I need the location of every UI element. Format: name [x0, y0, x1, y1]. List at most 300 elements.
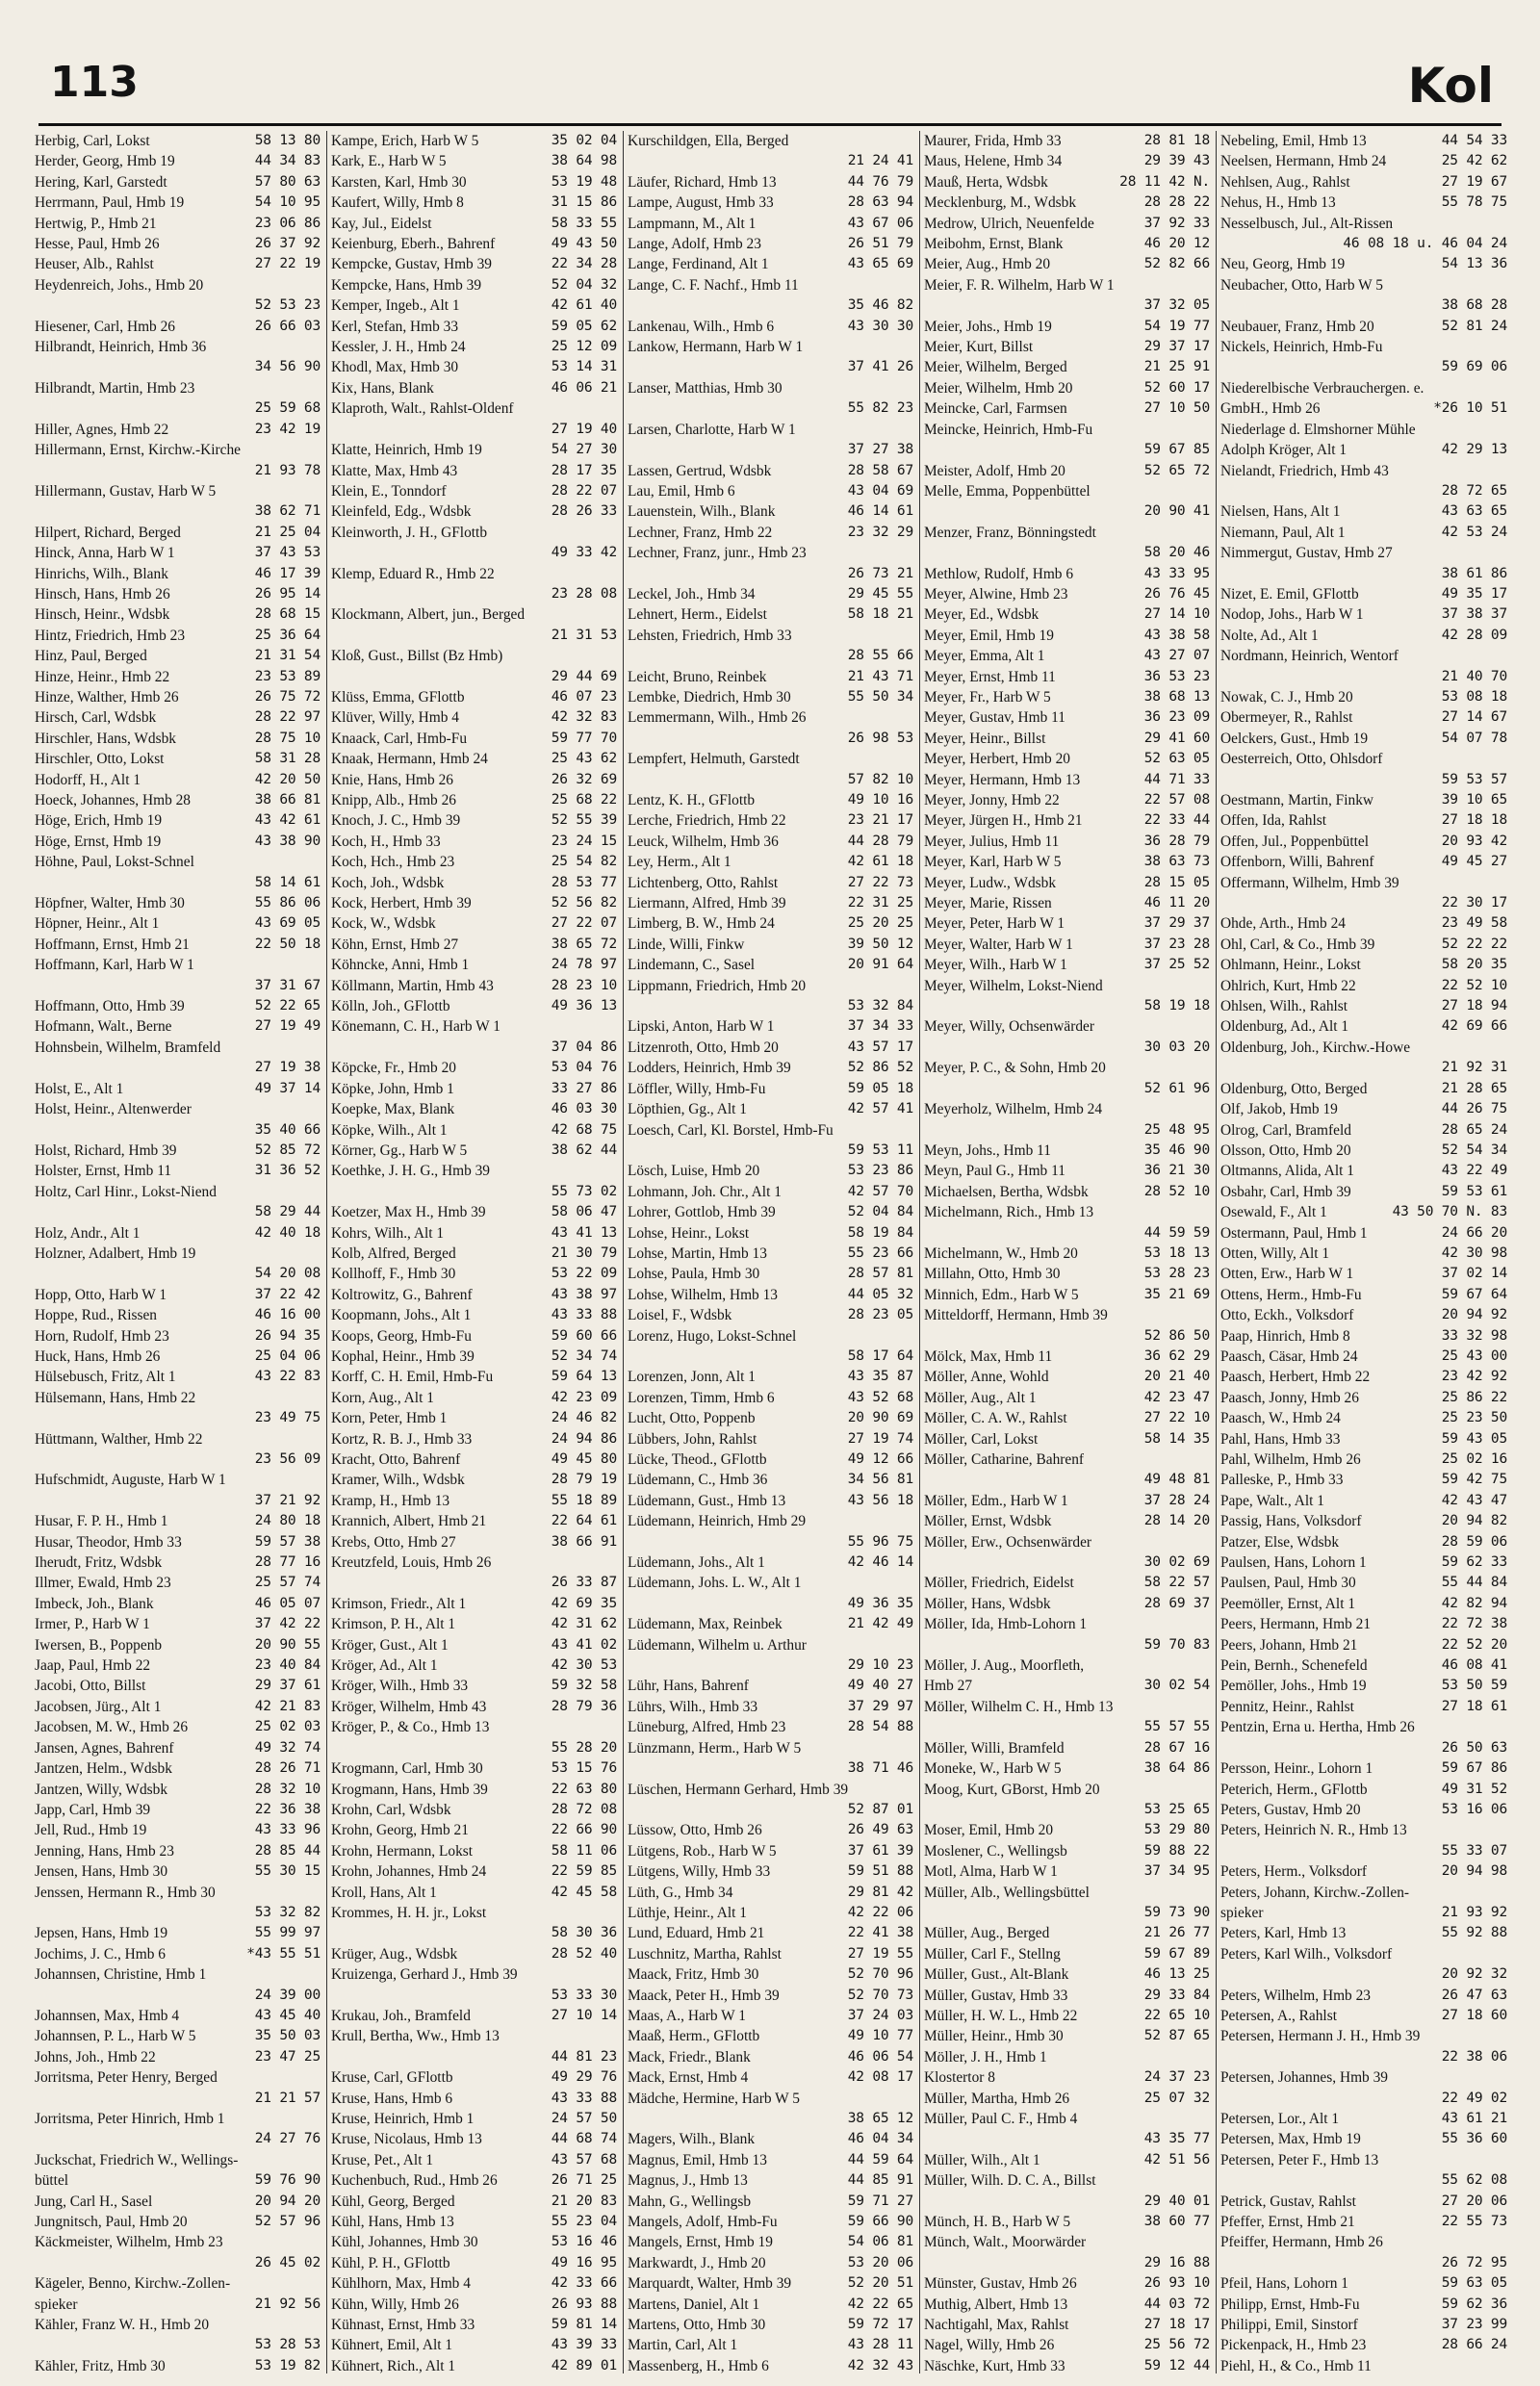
- directory-entry: [1220, 275, 1507, 295]
- phone-number: 52 61 96: [1143, 1080, 1210, 1096]
- directory-entry: [35, 1883, 321, 1903]
- directory-entry: [331, 1738, 617, 1758]
- phone-number: 53 23 86: [847, 1163, 913, 1179]
- directory-entry: [35, 1099, 321, 1119]
- entry-name: Hintz, Friedrich, Hmb 23: [35, 627, 186, 644]
- phone-number: 29 40 01: [1143, 2193, 1210, 2209]
- directory-entry: [35, 1717, 321, 1737]
- directory-entry: [35, 2295, 321, 2315]
- phone-number: 22 50 18: [254, 936, 321, 952]
- directory-entry: [1220, 1305, 1507, 1325]
- entry-name: Jenssen, Hermann R., Hmb 30: [35, 1884, 216, 1901]
- entry-name: Lücke, Theod., GFlottb: [628, 1451, 767, 1468]
- entry-name: Kühnast, Ernst, Hmb 33: [331, 2317, 475, 2334]
- directory-entry: [628, 2295, 913, 2315]
- entry-name: Kruse, Pet., Alt 1: [331, 2151, 434, 2168]
- phone-number: 21 92 31: [1441, 1060, 1507, 1076]
- directory-entry: [331, 1285, 617, 1305]
- entry-name: Lucht, Otto, Poppenb: [628, 1410, 756, 1427]
- entry-name: Münster, Gustav, Hmb 26: [924, 2275, 1077, 2293]
- directory-entry: [331, 2212, 617, 2232]
- directory-entry: [1220, 2006, 1507, 2026]
- entry-name: Leckel, Joh., Hmb 34: [628, 585, 756, 603]
- phone-number: 58 13 80: [254, 133, 321, 148]
- entry-name: Meier, Aug., Hmb 20: [924, 256, 1051, 273]
- directory-entry: [331, 1944, 617, 1964]
- phone-number: 27 19 38: [254, 1060, 321, 1076]
- phone-number: 26 72 95: [1441, 2254, 1507, 2271]
- directory-entry: [924, 1202, 1210, 1222]
- phone-number: 42 23 47: [1143, 1389, 1210, 1405]
- entry-name: Luschnitz, Martha, Rahlst: [628, 1945, 782, 1963]
- phone-number: 37 24 03: [847, 2007, 913, 2023]
- directory-entry: [1220, 955, 1507, 975]
- header-rule: [38, 123, 1502, 126]
- directory-entry: [924, 2047, 1210, 2067]
- entry-name: Klockmann, Albert, jun., Berged: [331, 606, 526, 624]
- entry-name: Meyer, Emil, Hmb 19: [924, 627, 1054, 644]
- directory-entry: [628, 1264, 913, 1284]
- phone-number: 25 23 50: [1441, 1410, 1507, 1426]
- entry-name: Kurschildgen, Ella, Berged: [628, 133, 789, 149]
- phone-number: 43 63 65: [1441, 503, 1507, 520]
- directory-entry: [35, 2109, 321, 2129]
- entry-name: Pentzin, Erna u. Hertha, Hmb 26: [1220, 1719, 1415, 1736]
- phone-number: 43 35 87: [847, 1369, 913, 1385]
- phone-number: 53 04 76: [551, 1060, 617, 1076]
- entry-name: Müller, Aug., Berged: [924, 1925, 1050, 1942]
- phone-number: 58 22 57: [1143, 1575, 1210, 1591]
- entry-name: Olsson, Otto, Hmb 20: [1220, 1142, 1351, 1159]
- phone-number: 44 05 32: [847, 1286, 913, 1302]
- directory-entry: [924, 1552, 1210, 1573]
- phone-number: 20 92 32: [1441, 1966, 1507, 1983]
- phone-number: 25 42 62: [1441, 153, 1507, 169]
- phone-number: 55 92 88: [1441, 1925, 1507, 1941]
- directory-entry: [1220, 1841, 1507, 1861]
- directory-entry: [331, 584, 617, 604]
- phone-number: 28 32 10: [254, 1781, 321, 1797]
- entry-name: Horn, Rudolf, Hmb 23: [35, 1327, 169, 1345]
- directory-entry: [35, 1944, 321, 1964]
- phone-number: 59 72 17: [847, 2317, 913, 2333]
- entry-name: Oelckers, Gust., Hmb 19: [1220, 730, 1369, 747]
- phone-number: 30 03 20: [1143, 1039, 1210, 1055]
- entry-name: Larsen, Charlotte, Harb W 1: [628, 421, 796, 438]
- directory-entry: [924, 1347, 1210, 1367]
- directory-entry: [35, 543, 321, 563]
- entry-name: Niemann, Paul, Alt 1: [1220, 524, 1346, 541]
- entry-name: Hilpert, Richard, Berged: [35, 524, 181, 541]
- entry-name: Krohn, Georg, Hmb 21: [331, 1822, 469, 1839]
- phone-number: 21 26 77: [1143, 1925, 1210, 1941]
- phone-number: 25 07 32: [1143, 2090, 1210, 2106]
- entry-name: Jacobsen, M. W., Hmb 26: [35, 1719, 189, 1736]
- entry-name: Peters, Karl, Hmb 13: [1220, 1925, 1347, 1942]
- directory-entry: [924, 1388, 1210, 1408]
- directory-entry: [35, 2315, 321, 2335]
- phone-number: 46 14 61: [847, 503, 913, 520]
- phone-number: 59 62 33: [1441, 1554, 1507, 1571]
- directory-entry: [628, 1532, 913, 1552]
- directory-entry: [331, 749, 617, 769]
- directory-entry: [1220, 151, 1507, 171]
- phone-number: 58 19 84: [847, 1224, 913, 1241]
- phone-number: 44 59 59: [1143, 1224, 1210, 1241]
- directory-entry: [1220, 1429, 1507, 1450]
- directory-entry: [924, 1532, 1210, 1552]
- phone-number: 22 30 17: [1441, 895, 1507, 911]
- phone-number: 59 67 64: [1441, 1286, 1507, 1302]
- directory-entry: [628, 1780, 913, 1800]
- phone-number: 23 40 84: [254, 1657, 321, 1674]
- entry-name: Oldenburg, Ad., Alt 1: [1220, 1018, 1349, 1036]
- directory-entry: [331, 440, 617, 460]
- entry-name: Jepsen, Hans, Hmb 19: [35, 1925, 168, 1942]
- directory-entry: [35, 935, 321, 955]
- entry-name: Meyer, Ed., Wdsbk: [924, 606, 1040, 624]
- directory-entry: [35, 295, 321, 316]
- directory-entry: [1220, 667, 1507, 687]
- directory-entry: [35, 2067, 321, 2088]
- entry-name: Hopp, Otto, Harb W 1: [35, 1286, 167, 1303]
- phone-number: 49 31 52: [1441, 1781, 1507, 1797]
- entry-name: Oltmanns, Alida, Alt 1: [1220, 1163, 1354, 1180]
- entry-name: Kruizenga, Gerhard J., Hmb 39: [331, 1966, 518, 1984]
- phone-number: 44 54 33: [1441, 133, 1507, 148]
- entry-name: Kühnert, Emil, Alt 1: [331, 2337, 453, 2354]
- directory-entry: [1220, 893, 1507, 913]
- entry-name: Hinze, Heinr., Hmb 22: [35, 668, 170, 685]
- entry-name: Paulsen, Hans, Lohorn 1: [1220, 1554, 1367, 1572]
- phone-number: 52 60 17: [1143, 379, 1210, 396]
- entry-name: Magnus, Emil, Hmb 13: [628, 2151, 767, 2168]
- directory-entry: [628, 1058, 913, 1078]
- phone-number: 42 29 13: [1441, 442, 1507, 458]
- entry-name: Krogmann, Hans, Hmb 39: [331, 1781, 488, 1798]
- phone-number: 26 47 63: [1441, 1987, 1507, 2003]
- directory-entry: [1220, 214, 1507, 234]
- directory-entry: [924, 2273, 1210, 2294]
- entry-name: Meyer, Alwine, Hmb 23: [924, 585, 1068, 603]
- directory-entry: [628, 398, 913, 419]
- entry-name: Meyer, Marie, Rissen: [924, 895, 1052, 912]
- phone-number: 49 48 81: [1143, 1472, 1210, 1488]
- directory-entry: [924, 1614, 1210, 1634]
- directory-entry: [1220, 584, 1507, 604]
- directory-entry: [628, 646, 913, 666]
- directory-entry: [924, 172, 1210, 192]
- phone-number: 59 57 38: [254, 1533, 321, 1550]
- phone-number: 26 76 45: [1143, 585, 1210, 602]
- directory-entry: [628, 1182, 913, 1202]
- directory-entry: [924, 1861, 1210, 1882]
- directory-entry: [1220, 1964, 1507, 1985]
- phone-number: 44 28 79: [847, 833, 913, 849]
- directory-entry: [331, 1511, 617, 1531]
- directory-entry: [924, 1986, 1210, 2006]
- directory-entry: [924, 1367, 1210, 1387]
- phone-number: 23 49 75: [254, 1410, 321, 1426]
- entry-name: Kühnert, Rich., Alt 1: [331, 2357, 456, 2373]
- directory-entry: [1220, 935, 1507, 955]
- entry-name: Juckschat, Friedrich W., Wellings-: [35, 2151, 239, 2168]
- directory-entry: [628, 1326, 913, 1347]
- entry-name: Paasch, Herbert, Hmb 22: [1220, 1369, 1371, 1386]
- entry-name: Lüdemann, Wilhelm u. Arthur: [628, 1636, 807, 1654]
- entry-name: Nickels, Heinrich, Hmb-Fu: [1220, 339, 1383, 356]
- entry-name: Lösch, Luise, Hmb 20: [628, 1163, 760, 1180]
- entry-name: Krohn, Hermann, Lokst: [331, 1842, 474, 1860]
- phone-number: 52 57 96: [254, 2214, 321, 2230]
- phone-number: 25 86 22: [1441, 1389, 1507, 1405]
- directory-entry: [331, 729, 617, 749]
- directory-entry: [628, 1964, 913, 1985]
- entry-name: Petersen, Peter F., Hmb 13: [1220, 2151, 1379, 2168]
- directory-entry: [1220, 1635, 1507, 1655]
- entry-name: Illmer, Ewald, Hmb 23: [35, 1575, 171, 1592]
- phone-number: 52 63 05: [1143, 751, 1210, 767]
- directory-entry: [628, 192, 913, 213]
- directory-entry: [924, 1285, 1210, 1305]
- phone-number: 46 13 25: [1143, 1966, 1210, 1983]
- phone-number: 53 16 46: [551, 2234, 617, 2250]
- entry-name: Petersen, Johannes, Hmb 39: [1220, 2069, 1388, 2087]
- phone-number: 26 37 92: [254, 236, 321, 252]
- entry-name: Lentz, K. H., GFlottb: [628, 792, 756, 808]
- directory-entry: [924, 420, 1210, 440]
- directory-entry: [331, 2295, 617, 2315]
- directory-entry: [924, 501, 1210, 522]
- entry-name: Klemp, Eduard R., Hmb 22: [331, 565, 495, 582]
- phone-number: 25 12 09: [551, 339, 617, 355]
- directory-entry: [35, 2253, 321, 2273]
- directory-entry: [331, 420, 617, 440]
- directory-entry: [628, 1635, 913, 1655]
- directory-entry: [331, 1182, 617, 1202]
- phone-number: 28 11 42 N.: [1119, 173, 1210, 190]
- phone-number: 42 22 06: [847, 1904, 913, 1920]
- entry-name: Hohnsbein, Wilhelm, Bramfeld: [35, 1039, 221, 1056]
- entry-name: Ohde, Arth., Hmb 24: [1220, 915, 1346, 933]
- directory-entry: [35, 1841, 321, 1861]
- directory-entry: [628, 1614, 913, 1634]
- phone-number: 28 79 36: [551, 1698, 617, 1714]
- phone-number: 43 33 88: [551, 2090, 617, 2106]
- directory-entry: [35, 1058, 321, 1078]
- directory-entry: [628, 810, 913, 831]
- directory-entry: [35, 523, 321, 543]
- phone-number: 43 30 30: [847, 318, 913, 334]
- phone-number: 42 53 24: [1441, 524, 1507, 540]
- directory-entry: [331, 1079, 617, 1099]
- directory-entry: [1220, 1264, 1507, 1284]
- entry-name: Lüdemann, Heinrich, Hmb 29: [628, 1513, 807, 1530]
- directory-entry: [35, 1202, 321, 1222]
- directory-entry: [924, 832, 1210, 852]
- phone-number: 43 65 69: [847, 256, 913, 272]
- directory-entry: [1220, 832, 1507, 852]
- directory-entry: [924, 2129, 1210, 2149]
- phone-number: 31 36 52: [254, 1163, 321, 1179]
- entry-name: Nebeling, Emil, Hmb 13: [1220, 133, 1367, 149]
- entry-name: Kempcke, Gustav, Hmb 39: [331, 256, 492, 273]
- directory-entry: [331, 172, 617, 192]
- phone-number: 42 45 58: [551, 1884, 617, 1900]
- entry-name: Kröger, Gust., Alt 1: [331, 1636, 449, 1654]
- entry-name: Ohlmann, Heinr., Lokst: [1220, 957, 1361, 974]
- directory-entry: [628, 604, 913, 625]
- directory-entry: [35, 770, 321, 790]
- directory-entry: [35, 1264, 321, 1284]
- entry-name: Hinsch, Hans, Hmb 26: [35, 585, 170, 603]
- entry-name: Lorenz, Hugo, Lokst-Schnel: [628, 1327, 797, 1345]
- entry-name: Meyn, Paul G., Hmb 11: [924, 1163, 1065, 1180]
- directory-entry: [35, 1470, 321, 1490]
- phone-number: 27 19 55: [847, 1945, 913, 1962]
- directory-entry: [1220, 564, 1507, 584]
- phone-number: 23 06 86: [254, 215, 321, 231]
- phone-number: 29 10 23: [847, 1657, 913, 1674]
- directory-entry: [628, 1594, 913, 1614]
- phone-number: 28 52 40: [551, 1945, 617, 1962]
- directory-entry: [331, 1120, 617, 1141]
- phone-number: 37 22 42: [254, 1286, 321, 1302]
- directory-entry: [1220, 976, 1507, 996]
- phone-number: 26 66 03: [254, 318, 321, 334]
- entry-name: Meier, Wilhelm, Berged: [924, 359, 1067, 376]
- phone-number: 52 65 72: [1143, 462, 1210, 478]
- entry-name: Mädche, Hermine, Harb W 5: [628, 2090, 800, 2107]
- entry-name: Müller, Carl F., Stellng: [924, 1945, 1061, 1963]
- directory-entry: [924, 151, 1210, 171]
- phone-number: 42 61 18: [847, 854, 913, 870]
- phone-number: 28 79 19: [551, 1472, 617, 1488]
- directory-entry: [924, 254, 1210, 274]
- directory-entry: [628, 1717, 913, 1737]
- phone-number: 59 66 90: [847, 2214, 913, 2230]
- entry-name: Klüver, Willy, Hmb 4: [331, 709, 459, 727]
- directory-entry: [35, 481, 321, 501]
- directory-entry: [35, 1182, 321, 1202]
- directory-entry: [35, 2026, 321, 2046]
- phone-number: 28 85 44: [254, 1842, 321, 1859]
- directory-entry: [331, 1676, 617, 1696]
- entry-name: Petrick, Gustav, Rahlst: [1220, 2193, 1356, 2210]
- phone-number: 49 37 14: [254, 1080, 321, 1096]
- entry-name: Moog, Kurt, GBorst, Hmb 20: [924, 1781, 1100, 1798]
- phone-number: 35 02 04: [551, 133, 617, 148]
- entry-name: Pahl, Wilhelm, Hmb 26: [1220, 1451, 1361, 1468]
- entry-name: Maas, A., Harb W 1: [628, 2007, 746, 2024]
- entry-name: Köpke, Wilh., Alt 1: [331, 1121, 448, 1139]
- entry-name: Möller, Catharine, Bahrenf: [924, 1451, 1085, 1468]
- entry-name: Oldenburg, Joh., Kirchw.-Howe: [1220, 1039, 1411, 1056]
- entry-name: Lechner, Franz, Hmb 22: [628, 524, 773, 541]
- entry-name: Lauenstein, Wilh., Blank: [628, 503, 776, 521]
- directory-entry: [35, 2356, 321, 2373]
- directory-entry: [331, 501, 617, 522]
- phone-number: *43 55 51: [246, 1945, 321, 1962]
- directory-entry: [1220, 254, 1507, 274]
- entry-name: Klatte, Heinrich, Hmb 19: [331, 442, 482, 459]
- entry-name: Ottens, Herm., Hmb-Fu: [1220, 1286, 1362, 1303]
- entry-name: Lodders, Heinrich, Hmb 39: [628, 1060, 791, 1077]
- entry-name: büttel: [35, 2172, 69, 2190]
- entry-name: Jaap, Paul, Hmb 22: [35, 1657, 151, 1675]
- phone-number: 27 19 49: [254, 1018, 321, 1035]
- directory-column-1: [31, 131, 327, 2373]
- directory-entry: [35, 357, 321, 377]
- phone-number: 38 66 81: [254, 792, 321, 808]
- phone-number: 22 38 06: [1441, 2048, 1507, 2065]
- directory-entry: [1220, 810, 1507, 831]
- entry-name: Neubauer, Franz, Hmb 20: [1220, 318, 1374, 335]
- directory-entry: [331, 1964, 617, 1985]
- phone-number: 20 21 40: [1143, 1369, 1210, 1385]
- phone-number: 25 59 68: [254, 400, 321, 417]
- phone-number: 37 29 37: [1143, 915, 1210, 932]
- phone-number: 27 22 73: [847, 874, 913, 890]
- directory-entry: [628, 1016, 913, 1037]
- phone-number: 55 18 89: [551, 1492, 617, 1508]
- phone-number: 49 45 27: [1441, 854, 1507, 870]
- phone-number: 59 53 61: [1441, 1183, 1507, 1199]
- entry-name: Hinz, Paul, Berged: [35, 648, 147, 665]
- directory-entry: [331, 131, 617, 151]
- directory-entry: [924, 1594, 1210, 1614]
- entry-name: Olrog, Carl, Bramfeld: [1220, 1121, 1351, 1139]
- entry-name: Knie, Hans, Hmb 26: [331, 771, 453, 788]
- phone-number: 53 22 09: [551, 1266, 617, 1282]
- directory-entry: [628, 1573, 913, 1593]
- entry-name: Imbeck, Joh., Blank: [35, 1595, 154, 1612]
- directory-entry: [924, 543, 1210, 563]
- entry-name: Koethke, J. H. G., Hmb 39: [331, 1163, 491, 1180]
- directory-entry: [1220, 1470, 1507, 1490]
- directory-entry: [924, 749, 1210, 769]
- directory-entry: [331, 2192, 617, 2212]
- phone-number: 22 57 08: [1143, 792, 1210, 808]
- phone-number: 59 77 70: [551, 730, 617, 746]
- directory-entry: [331, 1635, 617, 1655]
- entry-name: Höpfner, Walter, Hmb 30: [35, 895, 185, 912]
- entry-name: Lempfert, Helmuth, Garstedt: [628, 751, 800, 768]
- entry-name: Offermann, Wilhelm, Hmb 39: [1220, 874, 1399, 891]
- entry-name: Köllmann, Martin, Hmb 43: [331, 977, 494, 994]
- directory-entry: [924, 1429, 1210, 1450]
- entry-name: Müller, Martha, Hmb 26: [924, 2090, 1070, 2107]
- entry-name: Lassen, Gertrud, Wdsbk: [628, 462, 772, 479]
- entry-name: Ohlrich, Kurt, Hmb 22: [1220, 977, 1356, 994]
- entry-name: Nielandt, Friedrich, Hmb 43: [1220, 462, 1389, 479]
- directory-entry: [1220, 1285, 1507, 1305]
- directory-entry: [35, 1758, 321, 1779]
- directory-entry: [924, 337, 1210, 357]
- entry-name: Mangels, Adolf, Hmb-Fu: [628, 2214, 778, 2231]
- directory-entry: [1220, 2067, 1507, 2088]
- entry-name: Leuck, Wilhelm, Hmb 36: [628, 833, 779, 850]
- phone-number: 59 43 05: [1441, 1430, 1507, 1447]
- phone-number: 43 56 18: [847, 1492, 913, 1508]
- entry-name: Motl, Alma, Harb W 1: [924, 1863, 1058, 1881]
- entry-name: Lipski, Anton, Harb W 1: [628, 1018, 775, 1036]
- phone-number: 42 68 75: [551, 1121, 617, 1138]
- entry-name: Hinrichs, Wilh., Blank: [35, 565, 168, 582]
- entry-name: Paulsen, Paul, Hmb 30: [1220, 1575, 1356, 1592]
- entry-name: Koch, Joh., Wdsbk: [331, 874, 445, 891]
- phone-number: 27 18 61: [1441, 1698, 1507, 1714]
